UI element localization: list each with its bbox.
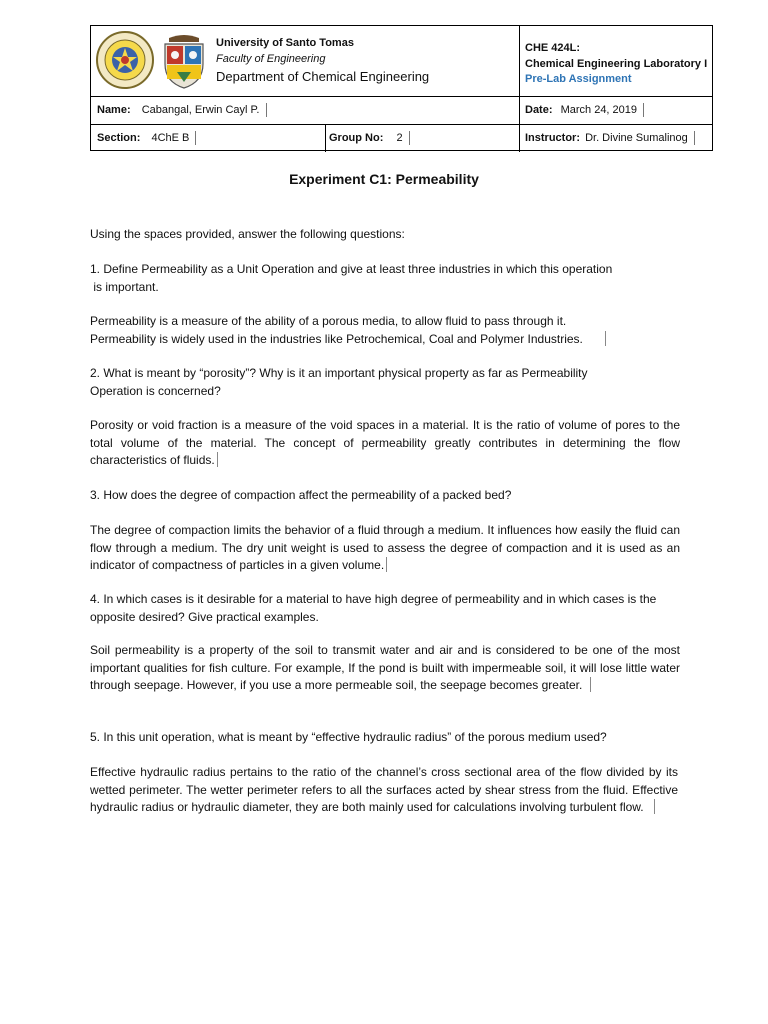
answer-1-line: Permeability is widely used in the industries like Petrochemical, Coal and Polymer Industries. (90, 331, 583, 346)
text-cursor (195, 131, 196, 145)
answer-2 (90, 417, 680, 470)
question-2-line: Operation is concerned? (90, 383, 221, 398)
text-cursor (694, 131, 695, 145)
text-cursor (409, 131, 410, 145)
university-name: University of Santo Tomas (216, 37, 354, 49)
question-2-line: 2. What is meant by “porosity”? Why is it an important physical property as far as Permeability (90, 366, 588, 380)
instructions: Using the spaces provided, answer the following questions: (90, 227, 405, 241)
date-cell (525, 103, 644, 117)
department-name: Department of Chemical Engineering (216, 69, 430, 84)
instructor-value: Dr. Divine Sumalinog (585, 131, 688, 144)
group-label: Group No: (329, 131, 384, 144)
name-cell (97, 103, 267, 117)
name-label: Name: (97, 103, 131, 116)
answer-2-text: Porosity or void fraction is a measure of the void spaces in a material. It is the ratio of volume of pores to the total volume of the material. The concept of permeability greatly contributes in determining the flow characteristics of fluids. (90, 418, 680, 467)
group-value: 2 (396, 131, 403, 144)
header-divider (519, 26, 520, 152)
answer-5-text: Effective hydraulic radius pertains to the ratio of the channel’s cross sectional area of the flow divided by its wetted perimeter. The wetter perimeter refers to all the surfaces acted by shear stress from the fluid. Effective hydraulic radius or hydraulic diameter, they are both mainly used for calculations involving turbulent flow. (90, 765, 678, 814)
ust-seal-icon (95, 30, 155, 90)
section-value: 4ChE B (151, 131, 190, 144)
question-1-line: 1. Define Permeability as a Unit Operation and give at least three industries in which this operation (90, 262, 613, 276)
instructor-label: Instructor: (525, 131, 580, 144)
text-cursor (605, 331, 606, 346)
answer-3-text: The degree of compaction limits the behavior of a fluid through a medium. It influences how easily the fluid can flow through a medium. The dry unit weight is used to assess the degree of compaction and it is used as an indicator of compactness of particles in a given volume. (90, 523, 680, 572)
faculty-name: Faculty of Engineering (216, 53, 326, 65)
header-divider (91, 96, 712, 97)
header-divider (325, 124, 326, 152)
name-value: Cabangal, Erwin Cayl P. (141, 103, 260, 116)
question-1-line: is important. (90, 279, 159, 294)
text-cursor (386, 557, 387, 572)
text-cursor (217, 452, 218, 467)
question-1 (90, 261, 680, 296)
date-label: Date: (525, 103, 553, 116)
answer-4 (90, 642, 680, 695)
question-3: 3. How does the degree of compaction affect the permeability of a packed bed? (90, 488, 512, 502)
assignment-type: Pre-Lab Assignment (525, 73, 632, 85)
course-name: Chemical Engineering Laboratory I (525, 58, 708, 70)
page-title: Experiment C1: Permeability (289, 171, 479, 187)
text-cursor (266, 103, 267, 117)
text-cursor (590, 677, 591, 692)
answer-3 (90, 522, 680, 575)
question-2 (90, 365, 680, 400)
answer-1-line: Permeability is a measure of the ability of a porous media, to allow fluid to pass through it. (90, 314, 567, 328)
section-cell (97, 131, 196, 145)
question-4: 4. In which cases is it desirable for a material to have high degree of permeability and in which cases is the opposite desired? Give practical examples. (90, 592, 657, 624)
question-5: 5. In this unit operation, what is meant by “effective hydraulic radius” of the porous medium used? (90, 730, 607, 744)
group-cell (329, 131, 410, 145)
engineering-crest-icon (159, 34, 209, 90)
header-table (90, 25, 713, 151)
section-label: Section: (97, 131, 141, 144)
course-code: CHE 424L: (525, 42, 581, 54)
header-divider (91, 124, 712, 125)
text-cursor (654, 799, 655, 814)
text-cursor (643, 103, 644, 117)
date-value: March 24, 2019 (560, 103, 638, 116)
answer-4-text: Soil permeability is a property of the soil to transmit water and air and is considered to be one of the most important qualities for fish culture. For example, If the pond is built with impermeable soil, it will lose little water through seepage. However, if you use a more permeable soil, the seepage becomes greater. (90, 643, 680, 692)
answer-5 (90, 764, 678, 817)
instructor-cell (525, 131, 695, 145)
answer-1 (90, 313, 680, 348)
